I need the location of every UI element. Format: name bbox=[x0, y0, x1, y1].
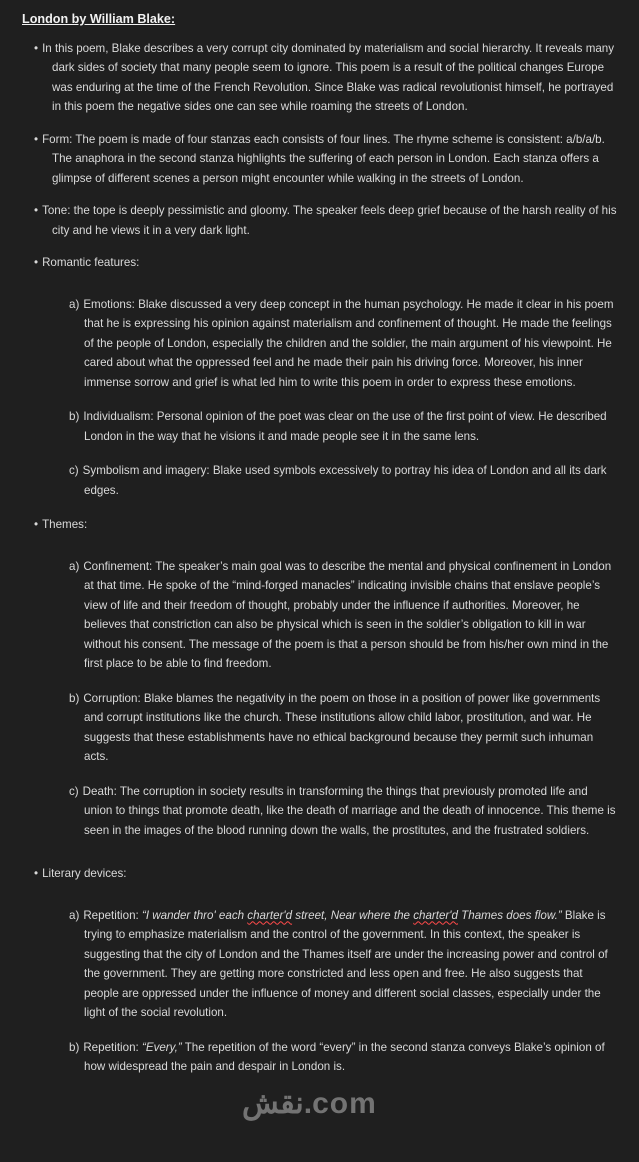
sub-item-symbolism bbox=[22, 461, 617, 500]
section-header-text: Literary devices: bbox=[42, 867, 127, 880]
spellcheck-word: charter'd bbox=[413, 908, 458, 922]
paragraph-text: In this poem, Blake describes a very corrupt city dominated by materialism and social hierarchy. It reveals many dark sides of society that many people seem to ignore. This poem is a result of the political changes Europe was enduring at the time of the French Revolution. Since Blake was radical revolutionist himself, he portrayed in this poem the negative sides one can see while roaming the streets of London. bbox=[42, 41, 615, 113]
sub-item-text: Confinement: The speaker’s main goal was to describe the mental and physical confinement in London at that time. He spoke of the “mind-forged manacles” indicating invisible chains that enslave people’s view of life and their freedom of thought, probably under the influence if authorities. Moreover, he believes that constriction can also be physical which is seen in the soldier’s obligation to kill in war without his consent. The message of the poem is that a person should be from his/her own mind in the first place to be able to find freedom. bbox=[83, 559, 612, 670]
bullet-paragraph-form bbox=[22, 130, 617, 189]
sub-item-text: Individualism: Personal opinion of the poet was clear on the use of the first point of view. He described London in the way that he visions it and made people see it in the same lens. bbox=[83, 410, 607, 443]
list-marker: a) bbox=[69, 297, 80, 311]
list-marker: b) bbox=[69, 1040, 80, 1054]
quote-fragment: Thames does flow.” bbox=[457, 908, 562, 922]
sub-item-individualism bbox=[22, 407, 617, 446]
device-explanation: Blake is trying to emphasize materialism and the control of the government. In this context, the speaker is suggesting that the city of London and the Thames itself are under the increasing power and control of the government. They are getting more constricted and less open and free. He also suggests that people are oppressed under the influence of money and different social classes, especially under the light of the social revolution. bbox=[84, 908, 608, 1019]
bullet-icon: • bbox=[34, 256, 39, 269]
sub-item-text: Emotions: Blake discussed a very deep concept in the human psychology. He made it clear in his poem that he is expressing his opinion against materialism and confinement of thought. He made the feelings of the people of London, especially the children and the soldier, the main argument of his viewpoint. He cared about what the oppressed feel and he made their pain his driving force. Moreover, his inner immense sorrow and grief is what led him to write this poem in order to express these emotions. bbox=[83, 297, 614, 389]
bullet-icon: • bbox=[34, 204, 39, 217]
section-header-themes bbox=[22, 515, 617, 535]
sub-item-death bbox=[22, 782, 617, 841]
sub-item-confinement bbox=[22, 557, 617, 674]
paragraph-text: Form: The poem is made of four stanzas each consists of four lines. The rhyme scheme is consistent: a/b/a/b. The anaphora in the second stanza highlights the suffering of each person in London. Each stanza offers a glimpse of different scenes a person might encounter while walking in the streets of London. bbox=[42, 132, 605, 185]
bullet-paragraph-intro bbox=[22, 39, 617, 117]
paragraph-text: Tone: the tope is deeply pessimistic and gloomy. The speaker feels deep grief because of the harsh reality of his city and he views it in a very dark light. bbox=[42, 204, 617, 237]
device-lead: Repetition: bbox=[83, 908, 142, 922]
sub-item-text: Corruption: Blake blames the negativity in the poem on those in a position of power like governments and corrupt institutions like the church. These institutions allow child labor, prostitution, and war. He suggests that these establishments have no ethical background because they permit such inhuman acts. bbox=[83, 691, 601, 763]
device-lead: Repetition: bbox=[83, 1040, 142, 1054]
sub-item-text bbox=[83, 1041, 604, 1074]
section-header-devices bbox=[22, 864, 617, 884]
list-marker: c) bbox=[69, 784, 79, 798]
sub-item-repetition-charterd bbox=[22, 906, 617, 1023]
poem-quote: “Every,” bbox=[141, 1040, 182, 1054]
section-header-text: Romantic features: bbox=[42, 256, 140, 269]
list-marker: a) bbox=[69, 559, 80, 573]
sub-item-emotions bbox=[22, 295, 617, 393]
sub-item-corruption bbox=[22, 689, 617, 767]
sub-item-text: Symbolism and imagery: Blake used symbols excessively to portray his idea of London and all its dark edges. bbox=[82, 464, 607, 497]
sub-item-text bbox=[83, 909, 607, 1020]
bullet-icon: • bbox=[34, 132, 39, 146]
bullet-icon: • bbox=[34, 867, 39, 880]
quote-fragment: street, Near where the bbox=[292, 908, 414, 922]
poem-quote bbox=[142, 909, 562, 922]
watermark: نقش.com bbox=[242, 1087, 377, 1120]
quote-fragment: “I wander thro' each bbox=[141, 908, 248, 922]
sub-item-text: Death: The corruption in society results in transforming the things that previously promoted life and union to things that promote death, like the death of marriage and the death of innocence. This theme is seen in the images of the blood running down the walls, the prostitutes, and the frustrated soldiers. bbox=[82, 784, 616, 837]
list-marker: c) bbox=[69, 464, 79, 477]
list-marker: b) bbox=[69, 410, 80, 423]
bullet-icon: • bbox=[34, 41, 39, 55]
bullet-icon: • bbox=[34, 518, 39, 531]
spellcheck-word: charter'd bbox=[247, 908, 293, 922]
list-marker: b) bbox=[69, 691, 80, 705]
document-title: London by William Blake: bbox=[22, 12, 176, 26]
section-header-romantic bbox=[22, 253, 617, 273]
list-marker: a) bbox=[69, 908, 80, 922]
device-explanation: The repetition of the word “every” in the second stanza conveys Blake’s opinion of how widespread the pain and despair in London is. bbox=[84, 1040, 605, 1073]
sub-item-repetition-every bbox=[22, 1038, 617, 1077]
bullet-paragraph-tone bbox=[22, 201, 617, 240]
section-header-text: Themes: bbox=[42, 518, 88, 531]
